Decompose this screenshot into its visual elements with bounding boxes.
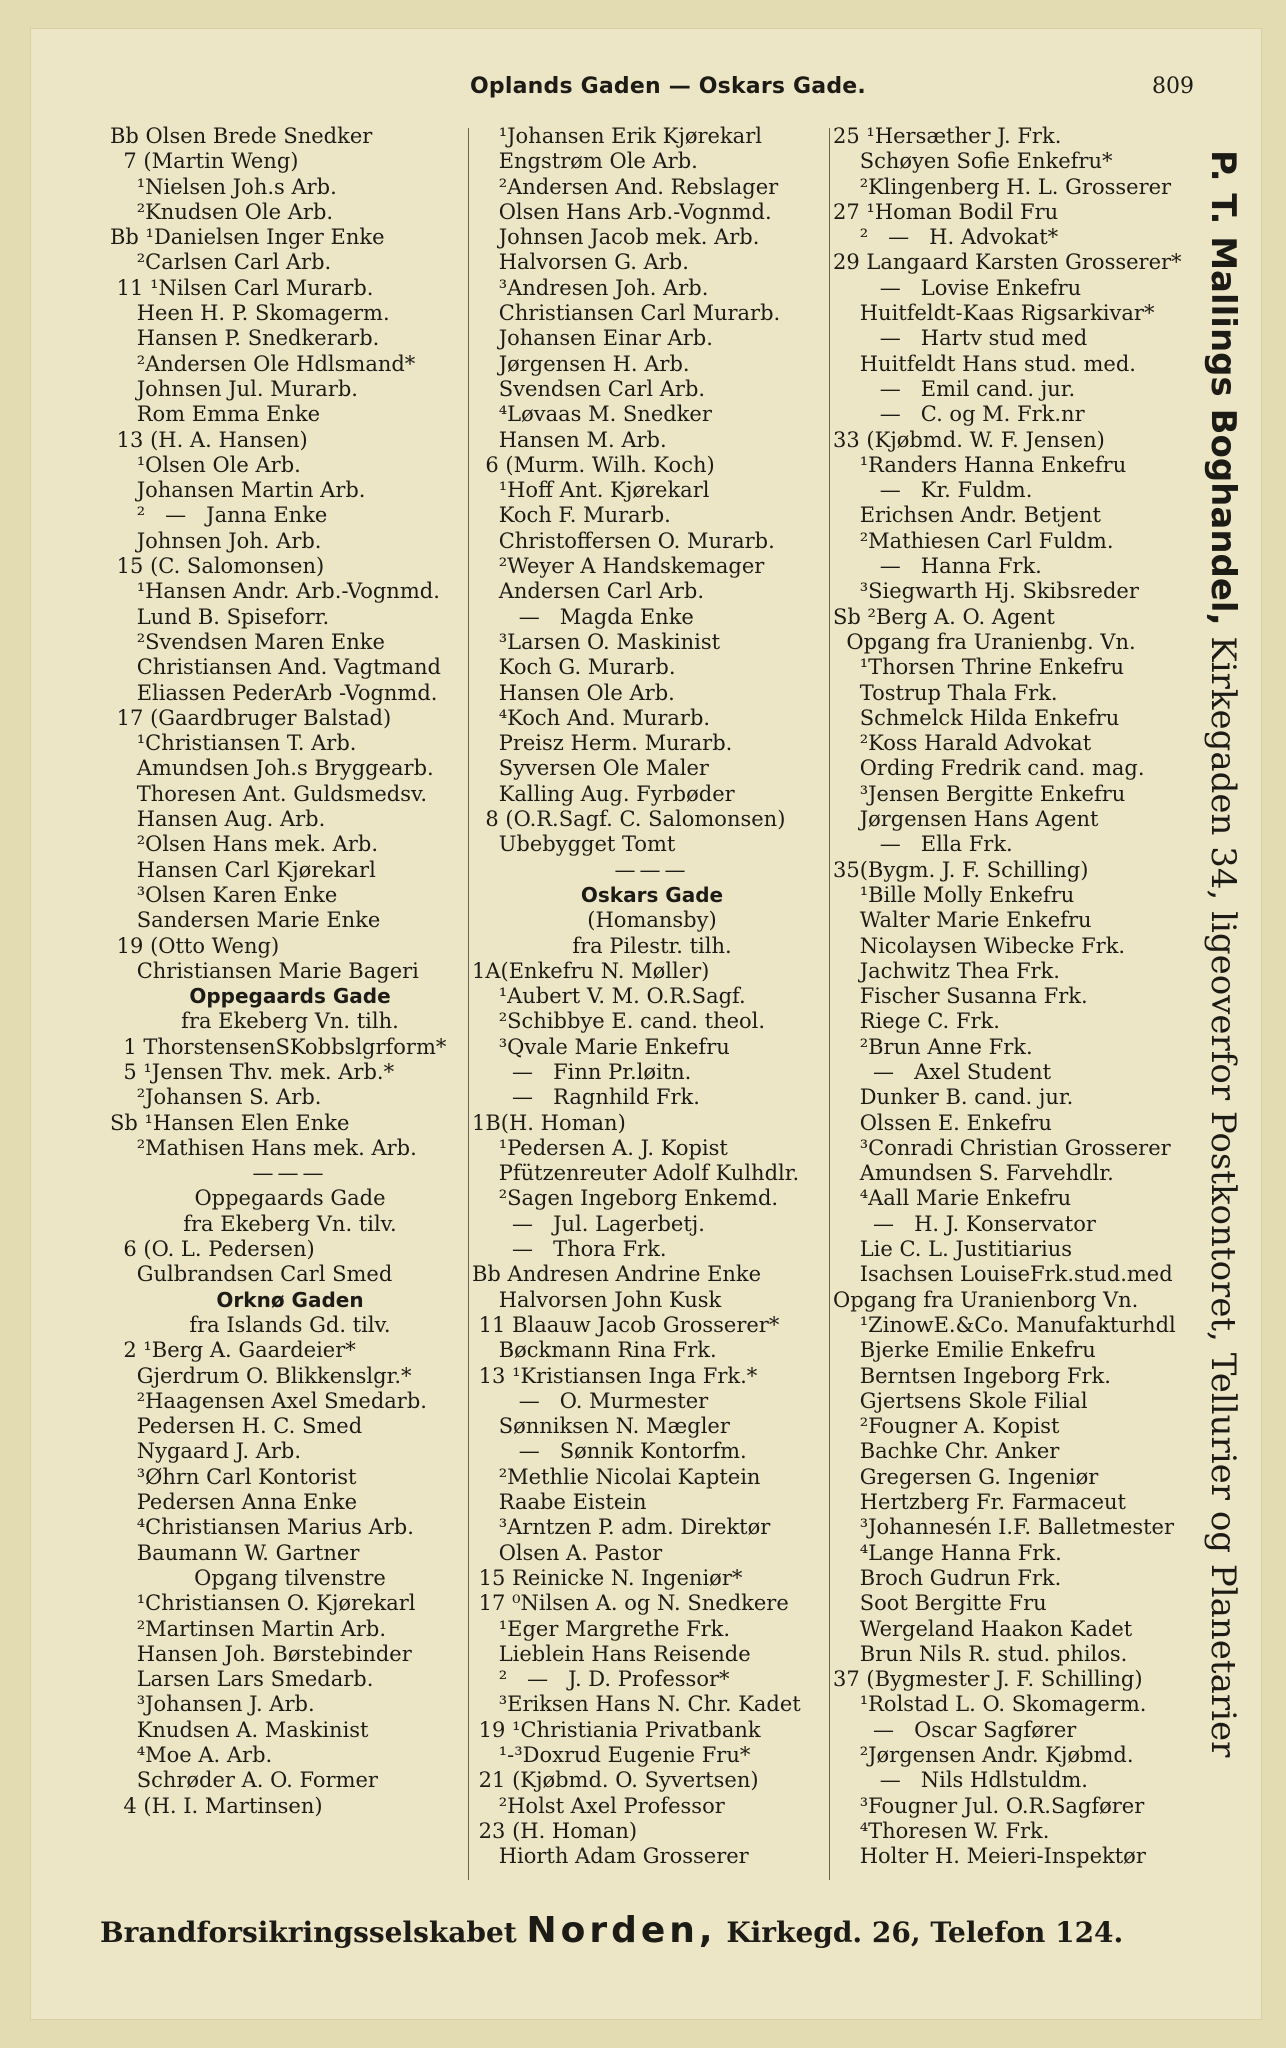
directory-entry: Bb Olsen Brede Snedker — [110, 124, 373, 148]
directory-entry: — Lovise Enkefru — [833, 275, 1082, 300]
directory-entry: ² — H. Advokat* — [833, 225, 1059, 250]
directory-entry: ²Martinsen Martin Arb. — [110, 1616, 387, 1641]
directory-entry: 6 (Murm. Wilh. Koch) — [472, 452, 715, 477]
directory-entry: Holter H. Meieri-Inspektør — [833, 1844, 1146, 1869]
running-title: Oplands Gaden — Oskars Gade. — [470, 74, 866, 99]
directory-entry: Gjerdrum O. Blikkenslgr.* — [110, 1363, 412, 1388]
directory-entry: Broch Gudrun Frk. — [833, 1565, 1062, 1590]
footer-advertisement — [100, 1910, 1220, 1951]
directory-entry: — Hanna Frk. — [833, 554, 1042, 579]
directory-entry: Schøyen Sofie Enkefru* — [833, 149, 1113, 174]
directory-entry: ¹Pedersen A. J. Kopist — [472, 1135, 728, 1160]
directory-entry: Lieblein Hans Reisende — [472, 1641, 751, 1666]
street-note: (Homansby) — [587, 908, 717, 933]
directory-column-1 — [110, 124, 470, 1819]
directory-entry: Amundsen Joh.s Bryggearb. — [110, 756, 434, 781]
directory-entry: Hertzberg Fr. Farmaceut — [833, 1490, 1126, 1515]
directory-entry: Fischer Susanna Frk. — [833, 984, 1088, 1009]
directory-entry: 11 Blaauw Jacob Grosserer* — [472, 1312, 780, 1337]
footer-prefix: Brandforsikringsselskabet — [100, 1916, 517, 1949]
directory-entry: ²Andersen Ole Hdlsmand* — [110, 351, 416, 376]
bookshop-name: P. T. Mallings Boghandel, — [1203, 150, 1243, 626]
directory-entry: Raabe Eistein — [472, 1490, 647, 1515]
page-number: 809 — [1152, 74, 1194, 99]
directory-entry: Schmelck Hilda Enkefru — [833, 705, 1120, 730]
directory-entry: Dunker B. cand. jur. — [833, 1085, 1074, 1110]
street-note: Oppegaards Gade — [194, 1186, 386, 1211]
directory-entry: 29 Langaard Karsten Grosserer* — [833, 250, 1182, 275]
directory-entry: ²Schibbye E. cand. theol. — [472, 1009, 766, 1034]
directory-entry: Jørgensen Hans Agent — [833, 807, 1099, 832]
street-heading: Oskars Gade — [580, 882, 724, 907]
directory-entry: — Hartv stud med — [833, 326, 1088, 351]
directory-column-2 — [472, 124, 832, 1869]
directory-entry: ¹Hoff Ant. Kjørekarl — [472, 478, 710, 503]
directory-entry: 15 (C. Salomonsen) — [110, 554, 325, 579]
directory-entry: — Thora Frk. — [472, 1237, 667, 1262]
directory-entry: Christiansen And. Vagtmand — [110, 655, 441, 680]
directory-entry: Pedersen H. C. Smed — [110, 1414, 363, 1439]
directory-entry: Olsen A. Pastor — [472, 1540, 663, 1565]
directory-entry: ³Jensen Bergitte Enkefru — [833, 781, 1126, 806]
directory-entry: 27 ¹Homan Bodil Fru — [833, 199, 1059, 224]
directory-entry: Hansen Joh. Børstebinder — [110, 1641, 412, 1666]
directory-entry: Pfützenreuter Adolf Kulhdlr. — [472, 1161, 800, 1186]
directory-entry: ¹Thorsen Thrine Enkefru — [833, 655, 1124, 680]
directory-entry: — H. J. Konservator — [833, 1211, 1096, 1236]
directory-entry: — Emil cand. jur. — [833, 376, 1076, 401]
directory-entry: Hansen M. Arb. — [472, 427, 667, 452]
directory-entry: ¹Hansen Andr. Arb.-Vognmd. — [110, 579, 440, 604]
directory-entry: Nicolaysen Wibecke Frk. — [833, 933, 1126, 958]
directory-entry: Hansen Aug. Arb. — [110, 807, 326, 832]
directory-entry: Koch F. Murarb. — [472, 503, 671, 528]
directory-entry: Jachwitz Thea Frk. — [833, 958, 1060, 983]
directory-entry: ¹ZinowE.&Co. Manufakturhdl — [833, 1312, 1176, 1337]
directory-entry: 19 ¹Christiania Privatbank — [472, 1717, 761, 1742]
street-heading: Orknø Gaden — [216, 1287, 364, 1312]
directory-entry: ³Eriksen Hans N. Chr. Kadet — [472, 1692, 801, 1717]
directory-entry: Sb ¹Hansen Elen Enke — [110, 1110, 350, 1135]
directory-entry: — Axel Student — [833, 1059, 1052, 1084]
directory-entry: ²Mathiesen Carl Fuldm. — [833, 528, 1114, 553]
section-divider: ——— — [614, 857, 690, 882]
directory-entry: ⁴Thoresen W. Frk. — [833, 1818, 1050, 1843]
directory-entry: — Ella Frk. — [833, 832, 1013, 857]
directory-entry: ¹-³Doxrud Eugenie Fru* — [472, 1743, 751, 1767]
directory-entry: Kalling Aug. Fyrbøder — [472, 781, 735, 806]
directory-entry: Christiansen Marie Bageri — [110, 958, 419, 983]
directory-entry: ³Larsen O. Maskinist — [472, 629, 721, 654]
directory-entry: ¹Bille Molly Enkefru — [833, 882, 1075, 907]
directory-entry: Gregersen G. Ingeniør — [833, 1464, 1099, 1489]
section-divider: ——— — [252, 1161, 328, 1186]
footer-suffix: Kirkegd. 26, Telefon 124. — [726, 1916, 1124, 1949]
directory-entry: ⁴Koch And. Murarb. — [472, 705, 711, 730]
directory-entry: ³Conradi Christian Grosserer — [833, 1135, 1171, 1160]
directory-entry: Olssen E. Enkefru — [833, 1110, 1052, 1135]
directory-entry: ³Andresen Joh. Arb. — [472, 275, 709, 300]
directory-entry: 13 ¹Kristiansen Inga Frk.* — [472, 1363, 758, 1388]
directory-column-3 — [833, 124, 1193, 1869]
directory-entry: 6 (O. L. Pedersen) — [110, 1237, 315, 1262]
directory-entry: — Ragnhild Frk. — [472, 1085, 700, 1110]
street-note: fra Ekeberg Vn. tilh. — [181, 1009, 399, 1034]
directory-entry: Andersen Carl Arb. — [472, 579, 705, 604]
directory-entry: ²Weyer A Handskemager — [472, 554, 765, 579]
directory-entry: ²Koss Harald Advokat — [833, 731, 1092, 756]
directory-entry: Johnsen Joh. Arb. — [110, 528, 322, 553]
directory-entry: ¹Nielsen Joh.s Arb. — [110, 174, 337, 199]
directory-entry: 4 (H. I. Martinsen) — [110, 1793, 323, 1818]
directory-entry: — Kr. Fuldm. — [833, 478, 1033, 503]
directory-entry: Rom Emma Enke — [110, 402, 321, 427]
directory-entry: Heen H. P. Skomagerm. — [110, 301, 390, 326]
directory-entry: ²Fougner A. Kopist — [833, 1414, 1060, 1439]
side-advertisement — [1193, 150, 1253, 1758]
directory-entry: Bb Andresen Andrine Enke — [472, 1262, 762, 1287]
directory-entry: 1 ThorstensenSKobbslgrform* — [110, 1034, 447, 1059]
directory-entry: Bachke Chr. Anker — [833, 1439, 1060, 1464]
directory-entry: — Finn Pr.løitn. — [472, 1059, 692, 1084]
street-note: fra Islands Gd. tilv. — [189, 1312, 391, 1337]
directory-entry: 17 (Gaardbruger Balstad) — [110, 705, 392, 730]
directory-entry: — Jul. Lagerbetj. — [472, 1211, 705, 1236]
directory-entry: Lund B. Spiseforr. — [110, 604, 330, 629]
directory-entry: 5 ¹Jensen Thv. mek. Arb.* — [110, 1059, 395, 1084]
directory-entry: Bjerke Emilie Enkefru — [833, 1338, 1096, 1363]
directory-entry: Soot Bergitte Fru — [833, 1591, 1047, 1616]
directory-entry: Berntsen Ingeborg Frk. — [833, 1363, 1111, 1388]
directory-entry: Sb ²Berg A. O. Agent — [833, 604, 1055, 629]
directory-entry: ³Johannesén I.F. Balletmester — [833, 1515, 1175, 1540]
footer-brand: Norden, — [526, 1910, 717, 1951]
directory-entry: ²Haagensen Axel Smedarb. — [110, 1388, 427, 1413]
directory-entry: Hiorth Adam Grosserer — [472, 1844, 749, 1869]
directory-entry: Sønniksen N. Mægler — [472, 1414, 730, 1439]
directory-entry: Christiansen Carl Murarb. — [472, 301, 781, 326]
directory-entry: 2 ¹Berg A. Gaardeier* — [110, 1338, 356, 1363]
directory-entry: — Oscar Sagfører — [833, 1717, 1077, 1742]
directory-entry: Ubebygget Tomt — [472, 832, 676, 857]
directory-entry: — Magda Enke — [472, 604, 694, 629]
directory-entry: 1B(H. Homan) — [472, 1110, 626, 1135]
directory-entry: Johnsen Jul. Murarb. — [110, 376, 358, 401]
directory-entry: Preisz Herm. Murarb. — [472, 731, 733, 756]
directory-entry: Bb ¹Danielsen Inger Enke — [110, 225, 385, 250]
directory-entry: ³Olsen Karen Enke — [110, 882, 338, 907]
directory-entry: Olsen Hans Arb.-Vognmd. — [472, 199, 772, 224]
directory-entry: ¹Christiansen O. Kjørekarl — [110, 1591, 416, 1616]
street-note: fra Ekeberg Vn. tilv. — [183, 1211, 397, 1236]
directory-entry: Wergeland Haakon Kadet — [833, 1616, 1133, 1641]
directory-entry: Hansen Ole Arb. — [472, 680, 675, 705]
street-heading: Oppegaards Gade — [189, 984, 391, 1009]
directory-entry: Amundsen S. Farvehdlr. — [833, 1161, 1114, 1186]
directory-entry: — Sønnik Kontorfm. — [472, 1439, 747, 1464]
directory-entry: ⁴Løvaas M. Snedker — [472, 402, 712, 427]
side-advertisement-text — [1193, 150, 1253, 1758]
directory-entry: Johansen Einar Arb. — [472, 326, 713, 351]
directory-entry: Johansen Martin Arb. — [110, 478, 366, 503]
directory-entry: ⁴Aall Marie Enkefru — [833, 1186, 1072, 1211]
directory-entry: Syversen Ole Maler — [472, 756, 709, 781]
directory-entry: — C. og M. Frk.nr — [833, 402, 1085, 427]
directory-entry: ² — J. D. Professor* — [472, 1667, 730, 1692]
directory-entry: ³Fougner Jul. O.R.Sagfører — [833, 1793, 1145, 1818]
directory-entry: ²Carlsen Carl Arb. — [110, 250, 332, 275]
directory-entry: 25 ¹Hersæther J. Frk. — [833, 124, 1062, 148]
directory-entry: 19 (Otto Weng) — [110, 933, 280, 958]
directory-entry: Sandersen Marie Enke — [110, 908, 381, 933]
directory-entry: Gjertsens Skole Filial — [833, 1388, 1088, 1413]
directory-entry: ³Siegwarth Hj. Skibsreder — [833, 579, 1139, 604]
directory-entry: ¹Rolstad L. O. Skomagerm. — [833, 1692, 1147, 1717]
directory-entry: ¹Johansen Erik Kjørekarl — [472, 124, 762, 148]
directory-entry: 21 (Kjøbmd. O. Syvertsen) — [472, 1768, 759, 1793]
directory-entry: ²Jørgensen Andr. Kjøbmd. — [833, 1743, 1134, 1767]
directory-entry: ²Sagen Ingeborg Enkemd. — [472, 1186, 779, 1211]
directory-entry: Isachsen LouiseFrk.stud.med — [833, 1262, 1173, 1287]
directory-entry: 23 (H. Homan) — [472, 1818, 638, 1843]
directory-entry: ²Klingenberg H. L. Grosserer — [833, 174, 1172, 199]
directory-entry: ² — Janna Enke — [110, 503, 328, 528]
directory-entry: Halvorsen John Kusk — [472, 1287, 722, 1312]
directory-entry: Johnsen Jacob mek. Arb. — [472, 225, 760, 250]
directory-entry: Engstrøm Ole Arb. — [472, 149, 698, 174]
directory-entry: Riege C. Frk. — [833, 1009, 1000, 1034]
directory-entry: Bøckmann Rina Frk. — [472, 1338, 717, 1363]
directory-entry: ²Olsen Hans mek. Arb. — [110, 832, 379, 857]
directory-entry: Nygaard J. Arb. — [110, 1439, 302, 1464]
directory-entry: Christoffersen O. Murarb. — [472, 528, 775, 553]
directory-entry: Baumann W. Gartner — [110, 1540, 360, 1565]
directory-entry: ¹Eger Margrethe Frk. — [472, 1616, 731, 1641]
directory-entry: Tostrup Thala Frk. — [833, 680, 1058, 705]
directory-entry: ³Øhrn Carl Kontorist — [110, 1464, 357, 1489]
directory-entry: Svendsen Carl Arb. — [472, 376, 706, 401]
directory-entry: Walter Marie Enkefru — [833, 908, 1092, 933]
directory-entry: — Nils Hdlstuldm. — [833, 1768, 1088, 1793]
directory-entry: Halvorsen G. Arb. — [472, 250, 689, 275]
directory-entry: Knudsen A. Maskinist — [110, 1717, 369, 1742]
directory-entry: ²Andersen And. Rebslager — [472, 174, 779, 199]
directory-entry: Erichsen Andr. Betjent — [833, 503, 1101, 528]
directory-entry: ²Knudsen Ole Arb. — [110, 199, 334, 224]
directory-entry: Jørgensen H. Arb. — [472, 351, 690, 376]
directory-entry: 33 (Kjøbmd. W. F. Jensen) — [833, 427, 1105, 452]
street-note: Opgang tilvenstre — [194, 1565, 386, 1590]
directory-entry: ¹Randers Hanna Enkefru — [833, 452, 1127, 477]
directory-entry: 15 Reinicke N. Ingeniør* — [472, 1565, 743, 1590]
directory-entry: Gulbrandsen Carl Smed — [110, 1262, 393, 1287]
directory-entry: Brun Nils R. stud. philos. — [833, 1641, 1128, 1666]
street-note: fra Pilestr. tilh. — [572, 933, 732, 958]
directory-entry: ²Johansen S. Arb. — [110, 1085, 322, 1110]
directory-entry: ²Brun Anne Frk. — [833, 1034, 1033, 1059]
directory-entry: ⁴Lange Hanna Frk. — [833, 1540, 1062, 1565]
directory-entry: Opgang fra Uranienbg. Vn. — [833, 629, 1136, 654]
directory-entry: ⁴Moe A. Arb. — [110, 1743, 273, 1767]
directory-entry: 8 (O.R.Sagf. C. Salomonsen) — [472, 807, 786, 832]
directory-entry: Ording Fredrik cand. mag. — [833, 756, 1145, 781]
page-header — [0, 74, 1286, 114]
directory-entry: 11 ¹Nilsen Carl Murarb. — [110, 275, 374, 300]
directory-entry: ¹Christiansen T. Arb. — [110, 731, 357, 756]
directory-entry: Hansen Carl Kjørekarl — [110, 857, 376, 882]
directory-entry: 17 ⁰Nilsen A. og N. Snedkere — [472, 1591, 789, 1616]
directory-entry: ⁴Christiansen Marius Arb. — [110, 1515, 414, 1540]
directory-entry: ²Methlie Nicolai Kaptein — [472, 1464, 761, 1489]
directory-entry: ³Arntzen P. adm. Direktør — [472, 1515, 771, 1540]
directory-entry: ²Svendsen Maren Enke — [110, 629, 385, 654]
directory-entry: — O. Murmester — [472, 1388, 709, 1413]
directory-entry: ²Mathisen Hans mek. Arb. — [110, 1135, 417, 1160]
directory-entry: 1A(Enkefru N. Møller) — [472, 958, 710, 983]
directory-entry: Koch G. Murarb. — [472, 655, 676, 680]
directory-entry: ³Johansen J. Arb. — [110, 1692, 315, 1717]
directory-entry: Huitfeldt Hans stud. med. — [833, 351, 1136, 376]
directory-entry: ¹Aubert V. M. O.R.Sagf. — [472, 984, 746, 1009]
directory-entry: Thoresen Ant. Guldsmedsv. — [110, 781, 428, 806]
directory-entry: Huitfeldt-Kaas Rigsarkivar* — [833, 301, 1155, 326]
directory-entry: ¹Olsen Ole Arb. — [110, 452, 301, 477]
directory-entry: Hansen P. Snedkerarb. — [110, 326, 380, 351]
directory-entry: Schrøder A. O. Former — [110, 1768, 378, 1793]
bookshop-details: Kirkegaden 34, ligeoverfor Postkontoret, Tellurier og Planetarier — [1203, 625, 1243, 1758]
directory-entry: Pedersen Anna Enke — [110, 1490, 358, 1515]
directory-entry: 37 (Bygmester J. F. Schilling) — [833, 1667, 1143, 1692]
directory-entry: 7 (Martin Weng) — [110, 149, 299, 174]
directory-entry: ²Holst Axel Professor — [472, 1793, 725, 1818]
directory-entry: Larsen Lars Smedarb. — [110, 1667, 374, 1692]
directory-entry: Opgang fra Uranienborg Vn. — [833, 1287, 1139, 1312]
directory-entry: 35(Bygm. J. F. Schilling) — [833, 857, 1089, 882]
directory-entry: 13 (H. A. Hansen) — [110, 427, 308, 452]
directory-entry: Eliassen PederArb -Vognmd. — [110, 680, 438, 705]
directory-entry: ³Qvale Marie Enkefru — [472, 1034, 730, 1059]
directory-entry: Lie C. L. Justitiarius — [833, 1237, 1073, 1262]
